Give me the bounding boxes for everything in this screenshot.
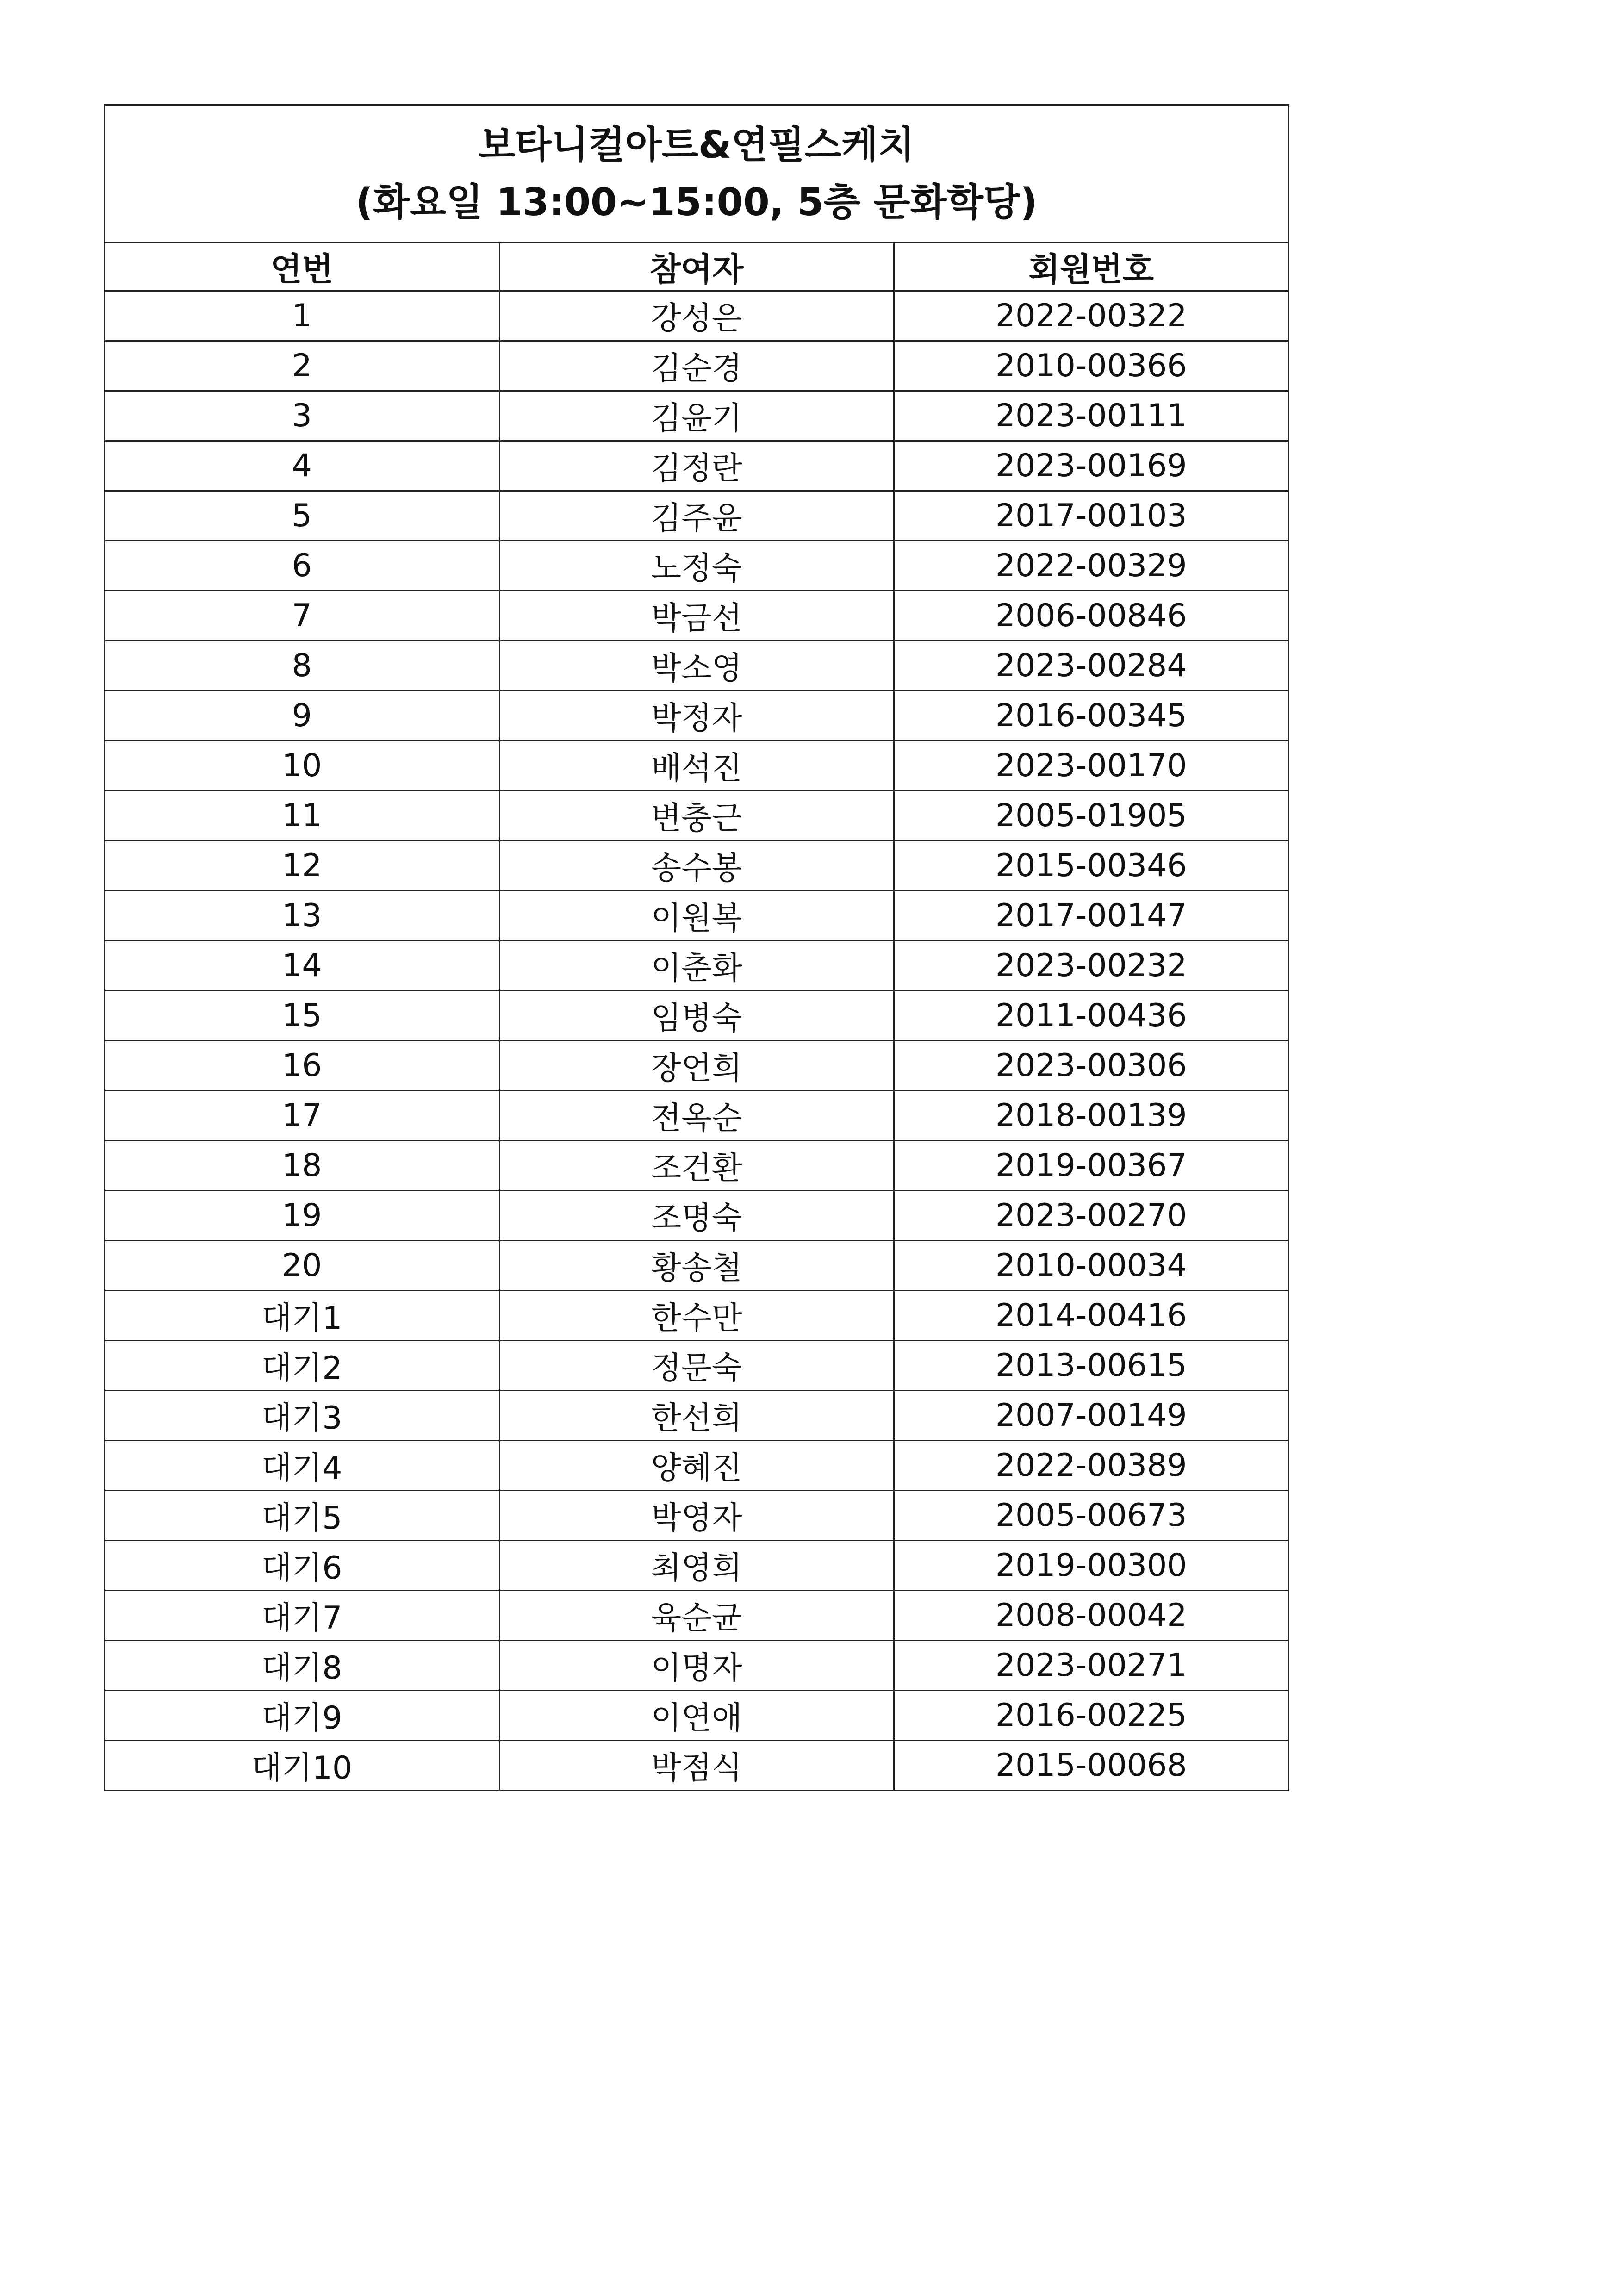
member-id: 2005-01905 — [894, 791, 1288, 841]
table-row — [105, 1691, 1288, 1741]
table-row — [105, 791, 1288, 841]
table-row — [105, 1341, 1288, 1391]
participant-name: 육순균 — [499, 1591, 894, 1641]
row-number: 6 — [105, 541, 499, 591]
member-id: 2023-00284 — [894, 641, 1288, 691]
table-row — [105, 941, 1288, 991]
row-number: 대기4 — [105, 1441, 499, 1491]
row-number: 4 — [105, 441, 499, 491]
row-number: 3 — [105, 391, 499, 441]
table-row — [105, 741, 1288, 791]
table-row — [105, 1141, 1288, 1191]
row-number: 18 — [105, 1141, 499, 1191]
row-number: 대기5 — [105, 1491, 499, 1541]
row-number: 대기7 — [105, 1591, 499, 1641]
participant-name: 장언희 — [499, 1041, 894, 1091]
table-row — [105, 1591, 1288, 1641]
table-row — [105, 1041, 1288, 1091]
row-number: 13 — [105, 891, 499, 941]
table-body — [105, 291, 1288, 1790]
row-number: 16 — [105, 1041, 499, 1091]
member-id: 2005-00673 — [894, 1491, 1288, 1541]
table-row — [105, 1491, 1288, 1541]
member-id: 2023-00232 — [894, 941, 1288, 991]
member-id: 2019-00300 — [894, 1541, 1288, 1591]
row-number: 대기10 — [105, 1741, 499, 1790]
member-id: 2023-00111 — [894, 391, 1288, 441]
header-row — [105, 243, 1288, 291]
participant-name: 황송철 — [499, 1241, 894, 1291]
member-id: 2023-00271 — [894, 1641, 1288, 1691]
table-row — [105, 291, 1288, 341]
table-row — [105, 1741, 1288, 1790]
member-id: 2023-00306 — [894, 1041, 1288, 1091]
table-row — [105, 591, 1288, 641]
table-row — [105, 541, 1288, 591]
member-id: 2023-00270 — [894, 1191, 1288, 1241]
title-block — [105, 106, 1288, 243]
table-row — [105, 991, 1288, 1041]
table-row — [105, 441, 1288, 491]
participant-name: 김윤기 — [499, 391, 894, 441]
member-id: 2022-00322 — [894, 291, 1288, 341]
row-number: 10 — [105, 741, 499, 791]
course-title: 보타니컬아트&연필스케치 — [478, 123, 915, 167]
participant-name: 박소영 — [499, 641, 894, 691]
member-id: 2019-00367 — [894, 1141, 1288, 1191]
participant-name: 조건환 — [499, 1141, 894, 1191]
participant-name: 박금선 — [499, 591, 894, 641]
row-number: 17 — [105, 1091, 499, 1141]
row-number: 11 — [105, 791, 499, 841]
participant-name: 박정자 — [499, 691, 894, 741]
table-row — [105, 841, 1288, 891]
course-schedule: (화요일 13:00~15:00, 5층 문화학당) — [355, 180, 1038, 224]
table-row — [105, 491, 1288, 541]
table-row — [105, 1391, 1288, 1441]
row-number: 12 — [105, 841, 499, 891]
member-id: 2022-00389 — [894, 1441, 1288, 1491]
participant-name: 박영자 — [499, 1491, 894, 1541]
row-number: 7 — [105, 591, 499, 641]
participant-name: 송수봉 — [499, 841, 894, 891]
table-row — [105, 1641, 1288, 1691]
row-number: 15 — [105, 991, 499, 1041]
row-number: 대기8 — [105, 1641, 499, 1691]
participant-name: 이명자 — [499, 1641, 894, 1691]
row-number: 5 — [105, 491, 499, 541]
member-id: 2016-00225 — [894, 1691, 1288, 1741]
participant-name: 이연애 — [499, 1691, 894, 1741]
participant-name: 전옥순 — [499, 1091, 894, 1141]
participant-name: 배석진 — [499, 741, 894, 791]
participant-name: 이원복 — [499, 891, 894, 941]
member-id: 2011-00436 — [894, 991, 1288, 1041]
table-row — [105, 641, 1288, 691]
member-id: 2014-00416 — [894, 1291, 1288, 1341]
participant-name: 정문숙 — [499, 1341, 894, 1391]
member-id: 2023-00169 — [894, 441, 1288, 491]
participant-table — [105, 243, 1288, 1790]
table-row — [105, 1241, 1288, 1291]
row-number: 8 — [105, 641, 499, 691]
member-id: 2015-00346 — [894, 841, 1288, 891]
table-row — [105, 1441, 1288, 1491]
participant-name: 조명숙 — [499, 1191, 894, 1241]
participant-name: 임병숙 — [499, 991, 894, 1041]
participant-name: 박점식 — [499, 1741, 894, 1790]
member-id: 2007-00149 — [894, 1391, 1288, 1441]
member-id: 2013-00615 — [894, 1341, 1288, 1391]
header-participant: 참여자 — [499, 243, 894, 291]
row-number: 2 — [105, 341, 499, 391]
participant-name: 한선희 — [499, 1391, 894, 1441]
participant-name: 양혜진 — [499, 1441, 894, 1491]
row-number: 20 — [105, 1241, 499, 1291]
participant-name: 변충근 — [499, 791, 894, 841]
member-id: 2016-00345 — [894, 691, 1288, 741]
header-member-id: 회원번호 — [894, 243, 1288, 291]
table-row — [105, 891, 1288, 941]
table-row — [105, 1091, 1288, 1141]
participant-name: 강성은 — [499, 291, 894, 341]
member-id: 2008-00042 — [894, 1591, 1288, 1641]
participant-name: 한수만 — [499, 1291, 894, 1341]
participant-name: 이춘화 — [499, 941, 894, 991]
row-number: 대기1 — [105, 1291, 499, 1341]
member-id: 2010-00366 — [894, 341, 1288, 391]
row-number: 9 — [105, 691, 499, 741]
member-id: 2017-00147 — [894, 891, 1288, 941]
member-id: 2023-00170 — [894, 741, 1288, 791]
table-row — [105, 1291, 1288, 1341]
participant-list-sheet — [104, 104, 1289, 1791]
table-row — [105, 1191, 1288, 1241]
table-row — [105, 1541, 1288, 1591]
table-row — [105, 691, 1288, 741]
member-id: 2015-00068 — [894, 1741, 1288, 1790]
member-id: 2022-00329 — [894, 541, 1288, 591]
participant-name: 김순경 — [499, 341, 894, 391]
participant-name: 노정숙 — [499, 541, 894, 591]
member-id: 2017-00103 — [894, 491, 1288, 541]
row-number: 대기2 — [105, 1341, 499, 1391]
row-number: 14 — [105, 941, 499, 991]
member-id: 2010-00034 — [894, 1241, 1288, 1291]
row-number: 19 — [105, 1191, 499, 1241]
row-number: 대기6 — [105, 1541, 499, 1591]
member-id: 2018-00139 — [894, 1091, 1288, 1141]
table-row — [105, 391, 1288, 441]
participant-name: 김주윤 — [499, 491, 894, 541]
table-row — [105, 341, 1288, 391]
header-number: 연번 — [270, 250, 333, 288]
row-number: 대기3 — [105, 1391, 499, 1441]
row-number: 대기9 — [105, 1691, 499, 1741]
member-id: 2006-00846 — [894, 591, 1288, 641]
row-number: 1 — [105, 291, 499, 341]
participant-name: 최영희 — [499, 1541, 894, 1591]
participant-name: 김정란 — [499, 441, 894, 491]
